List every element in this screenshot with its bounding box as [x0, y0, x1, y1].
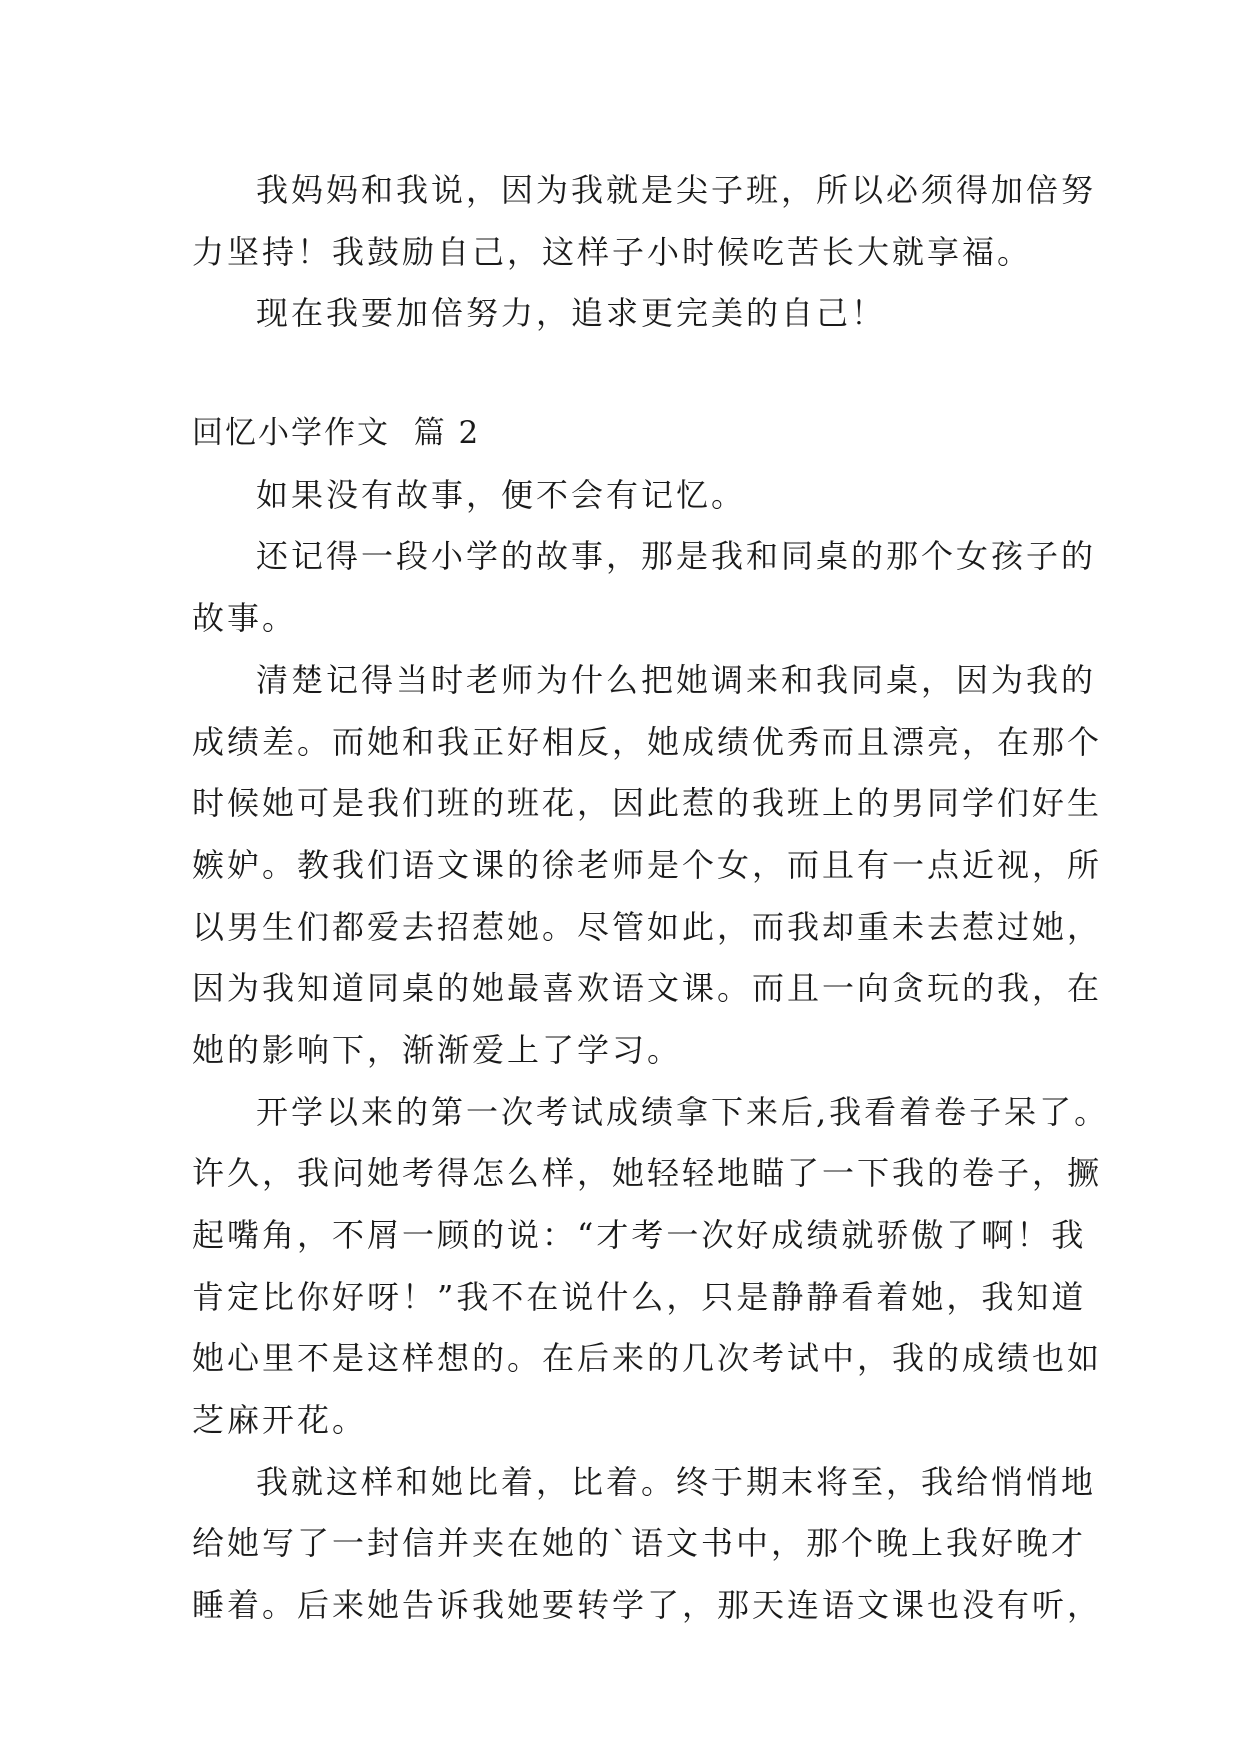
- text-column: [192, 160, 1110, 1637]
- section-heading: 回忆小学作文 篇 2: [192, 415, 481, 452]
- paragraph-line: 力坚持！我鼓励自己，这样子小时候吃苦长大就享福。: [192, 232, 1033, 271]
- paragraph-line: 清楚记得当时老师为什么把她调来和我同桌，因为我的: [256, 660, 1097, 699]
- paragraph-line: 起嘴角，不屑一顾的说：“才考一次好成绩就骄傲了啊！我: [192, 1216, 1087, 1254]
- paragraph-line: 时候她可是我们班的班花，因此惹的我班上的男同学们好生: [192, 784, 1103, 823]
- paragraph-line: 许久，我问她考得怎么样，她轻轻地瞄了一下我的卷子，撅: [192, 1154, 1103, 1193]
- paragraph-line: 我妈妈和我说，因为我就是尖子班，所以必须得加倍努: [256, 171, 1097, 209]
- paragraph-line: 我就这样和她比着，比着。终于期末将至，我给悄悄地: [256, 1462, 1097, 1501]
- paragraph-line: 开学以来的第一次考试成绩拿下来后,我看着卷子呆了。: [256, 1092, 1110, 1131]
- paragraph-line: 她的影响下，渐渐爱上了学习。: [192, 1030, 683, 1069]
- paragraph-line: 给她写了一封信并夹在她的`语文书中，那个晚上我好晚才: [192, 1524, 1087, 1563]
- paragraph-line: 还记得一段小学的故事，那是我和同桌的那个女孩子的: [256, 537, 1097, 576]
- paragraph-line: 嫉妒。教我们语文课的徐老师是个女，而且有一点近视，所: [192, 845, 1103, 884]
- paragraph-line: 成绩差。而她和我正好相反，她成绩优秀而且漂亮，在那个: [192, 722, 1103, 761]
- paragraph-line: 她心里不是这样想的。在后来的几次考试中，我的成绩也如: [192, 1339, 1103, 1378]
- paragraph-line: 芝麻开花。: [192, 1401, 368, 1440]
- paragraph-line: 因为我知道同桌的她最喜欢语文课。而且一向贪玩的我，在: [192, 969, 1103, 1008]
- section-gap: [192, 345, 1062, 403]
- paragraph-line: 现在我要加倍努力，追求更完美的自己！: [256, 294, 887, 333]
- paragraph-line: 如果没有故事，便不会有记忆。: [256, 475, 747, 514]
- paragraph-line: 睡着。后来她告诉我她要转学了，那天连语文课也没有听，: [192, 1586, 1103, 1625]
- paragraph-line: 以男生们都爱去招惹她。尽管如此，而我却重未去惹过她，: [192, 907, 1103, 946]
- paragraph-line: 肯定比你好呀！”我不在说什么，只是静静看着她，我知道: [192, 1277, 1087, 1316]
- paragraph-line: 故事。: [192, 599, 298, 638]
